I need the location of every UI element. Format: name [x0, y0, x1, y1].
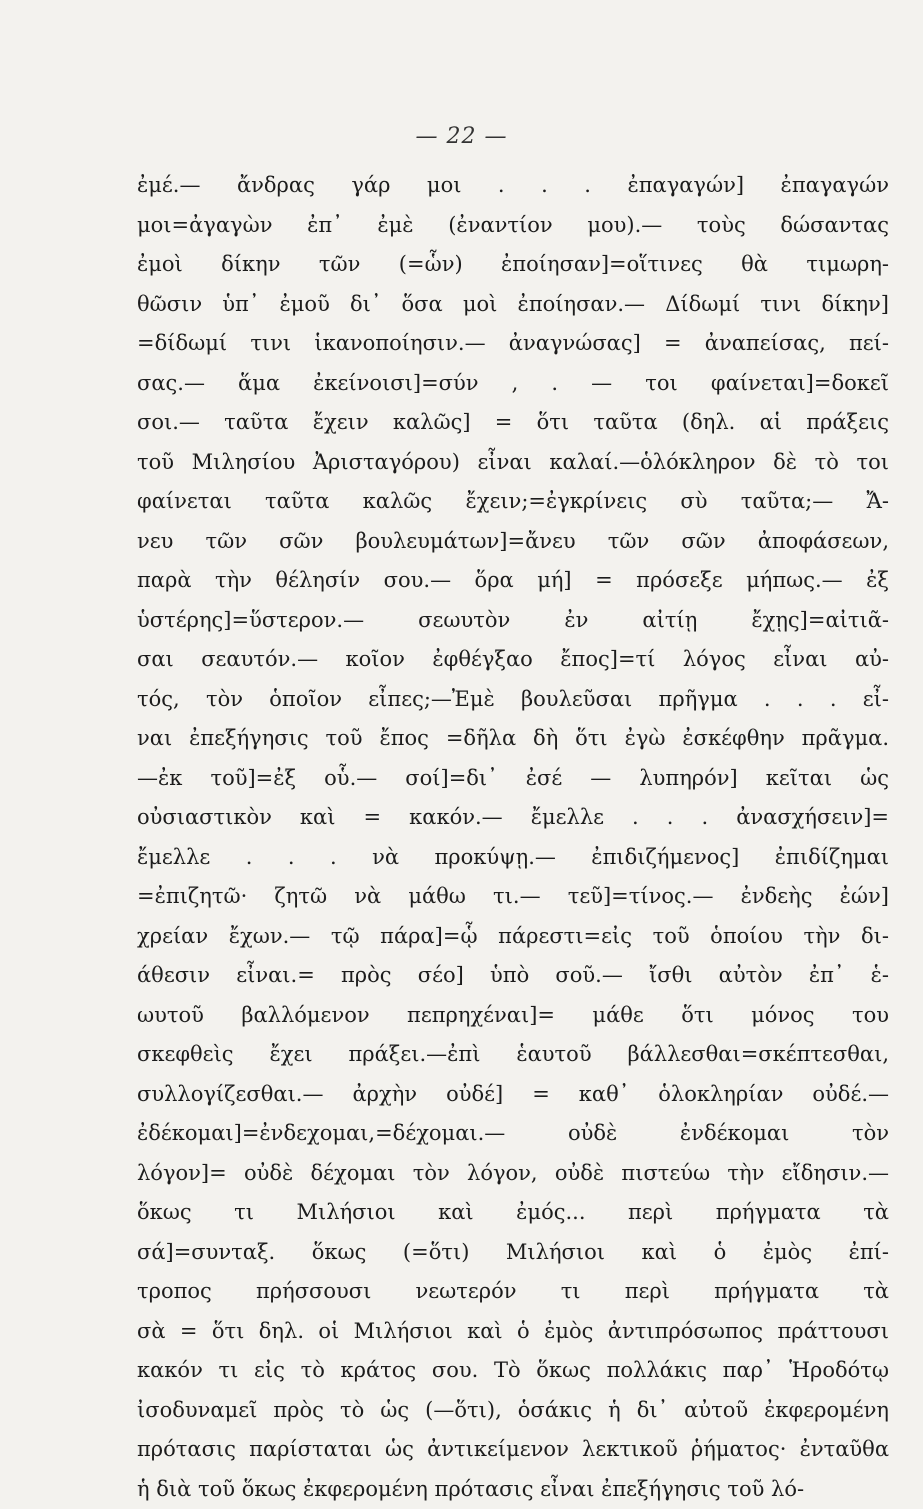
text-line: σά]=συνταξ. ὅκως (=ὅτι) Μιλήσιοι καὶ ὁ ἐμὸς ἐπί- — [137, 1233, 889, 1273]
text-line: νευ τῶν σῶν βουλευμάτων]=ἄνευ τῶν σῶν ἀποφάσεων, — [137, 522, 889, 562]
text-line: σὰ = ὅτι δηλ. οἱ Μιλήσιοι καὶ ὁ ἐμὸς ἀντιπρόσωπος πράττουσι — [137, 1312, 889, 1352]
text-line: σοι.— ταῦτα ἔχειν καλῶς] = ὅτι ταῦτα (δηλ. αἱ πράξεις — [137, 403, 889, 443]
text-line: θῶσιν ὑπ᾽ ἐμοῦ δι᾽ ὅσα μοὶ ἐποίησαν.— Δίδωμί τινι δίκην] — [137, 285, 889, 325]
text-line: ὑστέρης]=ὕστερον.— σεωυτὸν ἐν αἰτίῃ ἔχῃς]=αἰτιᾶ- — [137, 601, 889, 641]
text-line: ἐδέκομαι]=ἐνδεχομαι,=δέχομαι.— οὐδὲ ἐνδέκομαι τὸν — [137, 1114, 889, 1154]
text-line: οὐσιαστικὸν καὶ = κακόν.— ἔμελλε . . . ἀνασχήσειν]= — [137, 798, 889, 838]
text-line: τός, τὸν ὁποῖον εἶπες;—Ἐμὲ βουλεῦσαι πρῆγμα . . . εἶ- — [137, 680, 889, 720]
body-text — [137, 166, 889, 1509]
page-number: — 22 — — [0, 124, 923, 149]
text-line: χρείαν ἔχων.— τῷ πάρα]=ᾧ πάρεστι=εἰς τοῦ ὁποίου τὴν δι- — [137, 917, 889, 957]
text-line: κακόν τι εἰς τὸ κράτος σου. Τὸ ὅκως πολλάκις παρ᾽ Ἡροδότῳ — [137, 1351, 889, 1391]
text-line: μοι=ἀγαγὼν ἐπ᾽ ἐμὲ (ἐναντίον μου).— τοὺς δώσαντας — [137, 206, 889, 246]
text-line: =δίδωμί τινι ἱκανοποίησιν.— ἀναγνώσας] = ἀναπείσας, πεί- — [137, 324, 889, 364]
text-line: σαι σεαυτόν.— κοῖον ἐφθέγξαο ἔπος]=τί λόγος εἶναι αὐ- — [137, 640, 889, 680]
text-line: σκεφθεὶς ἔχει πράξει.—ἐπὶ ἑαυτοῦ βάλλεσθαι=σκέπτεσθαι, — [137, 1035, 889, 1075]
text-line: φαίνεται ταῦτα καλῶς ἔχειν;=ἐγκρίνεις σὺ ταῦτα;— Ἄ- — [137, 482, 889, 522]
text-line: λόγον]= οὐδὲ δέχομαι τὸν λόγον, οὐδὲ πιστεύω τὴν εἴδησιν.— — [137, 1154, 889, 1194]
text-line: =ἐπιζητῶ· ζητῶ νὰ μάθω τι.— τεῦ]=τίνος.— ἐνδεὴς ἐών] — [137, 877, 889, 917]
text-line: τοῦ Μιλησίου Ἀρισταγόρου) εἶναι καλαί.—ὁλόκληρον δὲ τὸ τοι — [137, 443, 889, 483]
text-line: ἰσοδυναμεῖ πρὸς τὸ ὡς (—ὅτι), ὁσάκις ἡ δι᾽ αὐτοῦ ἐκφερομένη — [137, 1391, 889, 1431]
text-line: πρότασις παρίσταται ὡς ἀντικείμενον λεκτικοῦ ῥήματος· ἐνταῦθα — [137, 1430, 889, 1470]
text-line: σας.— ἅμα ἐκείνοισι]=σύν , . — τοι φαίνεται]=δοκεῖ — [137, 364, 889, 404]
text-line: ἐμέ.— ἄνδρας γάρ μοι . . . ἐπαγαγών] ἐπαγαγών — [137, 166, 889, 206]
text-line: τροπος πρήσσουσι νεωτερόν τι περὶ πρήγματα τὰ — [137, 1272, 889, 1312]
text-line: ἡ διὰ τοῦ ὅκως ἐκφερομένη πρότασις εἶναι ἐπεξήγησις τοῦ λό- — [137, 1470, 889, 1509]
text-line: συλλογίζεσθαι.— ἀρχὴν οὐδέ] = καθ᾽ ὁλοκληρίαν οὐδέ.— — [137, 1075, 889, 1115]
text-line: —ἐκ τοῦ]=ἐξ οὗ.— σοί]=δι᾽ ἐσέ — λυπηρόν] κεῖται ὡς — [137, 759, 889, 799]
text-line: ἔμελλε . . . νὰ προκύψῃ.— ἐπιδιζήμενος] ἐπιδίζημαι — [137, 838, 889, 878]
text-line: παρὰ τὴν θέλησίν σου.— ὅρα μή] = πρόσεξε μήπως.— ἐξ — [137, 561, 889, 601]
text-line: ωυτοῦ βαλλόμενον πεπρηχέναι]= μάθε ὅτι μόνος του — [137, 996, 889, 1036]
text-line: ὅκως τι Μιλήσιοι καὶ ἐμός... περὶ πρήγματα τὰ — [137, 1193, 889, 1233]
text-line: ἐμοὶ δίκην τῶν (=ὧν) ἐποίησαν]=οἵτινες θὰ τιμωρη- — [137, 245, 889, 285]
text-line: ναι ἐπεξήγησις τοῦ ἔπος =δῆλα δὴ ὅτι ἐγὼ ἐσκέφθην πρᾶγμα. — [137, 719, 889, 759]
text-line: άθεσιν εἶναι.= πρὸς σέο] ὑπὸ σοῦ.— ἴσθι αὐτὸν ἐπ᾽ ἑ- — [137, 956, 889, 996]
